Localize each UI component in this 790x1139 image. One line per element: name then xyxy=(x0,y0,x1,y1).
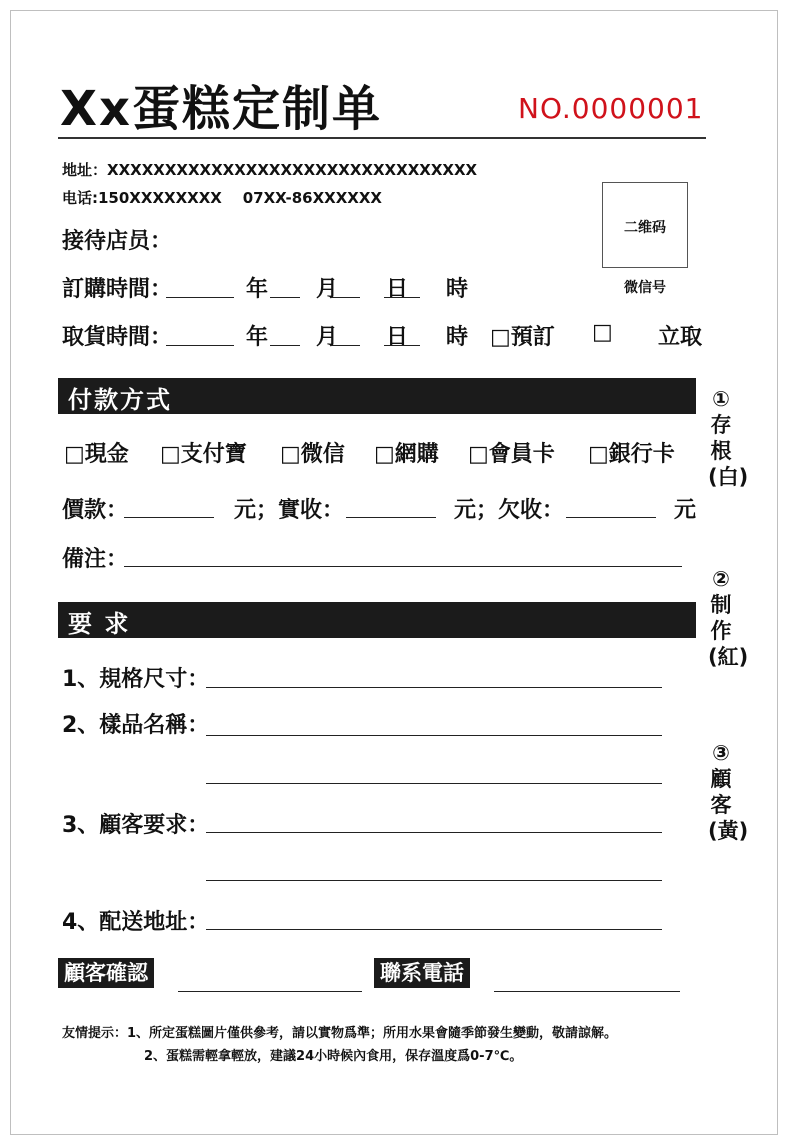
size-label: 1、規格尺寸： xyxy=(62,667,210,692)
order-time-date-blank[interactable] xyxy=(166,297,234,298)
pickup-day-label: 日 xyxy=(386,325,409,350)
remark-blank[interactable] xyxy=(124,566,682,567)
customer-request-blank-2[interactable] xyxy=(206,880,662,881)
pickup-year-label: 年 xyxy=(246,325,269,350)
form-title: Xx蛋糕定制单 xyxy=(60,81,382,137)
payment-member-card-checkbox[interactable]: □會員卡 xyxy=(468,442,555,467)
copy-tag-customer xyxy=(708,740,749,844)
order-year-label: 年 xyxy=(246,277,269,302)
customer-confirm-chip: 顧客確認 xyxy=(58,958,154,988)
reception-staff-label: 接待店员： xyxy=(62,229,173,254)
payment-cash-checkbox[interactable]: □現金 xyxy=(64,442,129,467)
sample-name-label: 2、樣品名稱： xyxy=(62,713,210,738)
pickup-year-blank[interactable] xyxy=(270,345,300,346)
customer-confirm-blank[interactable] xyxy=(178,991,362,992)
serial-number: NO.0000001 xyxy=(518,92,704,125)
owed-yuan-label: 元 xyxy=(674,498,697,523)
shop-address: 地址：XXXXXXXXXXXXXXXXXXXXXXXXXXXXXXXX xyxy=(62,161,478,179)
pickup-time-date-blank[interactable] xyxy=(166,345,234,346)
pickup-hour-label: 時 xyxy=(446,325,469,350)
copy-tag-stub xyxy=(708,386,749,490)
footer-note-1: 友情提示：1、所定蛋糕圖片僅供參考，請以實物爲準；所用水果會隨季節發生變動，敬請諒解。 xyxy=(62,1026,618,1041)
reserve-checkbox[interactable]: □預訂 xyxy=(490,325,555,350)
pickup-day-blank[interactable] xyxy=(384,345,420,346)
copy-label: 存根(白) xyxy=(708,413,749,489)
copy-number: ③ xyxy=(712,741,730,765)
shop-phone: 电话:150XXXXXXXX 07XX-86XXXXXX xyxy=(62,189,382,207)
copy-number: ② xyxy=(712,567,730,591)
remark-label: 備注： xyxy=(62,547,129,572)
size-blank[interactable] xyxy=(206,687,662,688)
payment-online-checkbox[interactable]: □網購 xyxy=(374,442,439,467)
requirements-heading: 要 求 xyxy=(68,610,131,638)
title-underline xyxy=(58,137,706,139)
owed-label: 元；欠收： xyxy=(454,498,565,523)
payment-bank-card-checkbox[interactable]: □銀行卡 xyxy=(588,442,675,467)
immediate-pickup-label: 立取 xyxy=(658,325,703,350)
requirements-heading-band xyxy=(58,602,696,638)
pickup-time-label: 取貨時間： xyxy=(62,325,173,350)
copy-tag-production xyxy=(708,566,749,670)
order-time-label: 訂購時間： xyxy=(62,277,173,302)
delivery-address-blank[interactable] xyxy=(206,929,662,930)
contact-phone-chip: 聯系電話 xyxy=(374,958,470,988)
wechat-caption: 微信号 xyxy=(624,280,666,296)
contact-phone-blank[interactable] xyxy=(494,991,680,992)
order-month-blank[interactable] xyxy=(330,297,360,298)
qr-code-placeholder xyxy=(602,182,688,268)
payment-alipay-checkbox[interactable]: □支付寶 xyxy=(160,442,247,467)
footer-note-2: 2、蛋糕需輕拿輕放，建議24小時候內食用，保存溫度爲0-7℃。 xyxy=(144,1049,523,1064)
payment-heading: 付款方式 xyxy=(68,386,172,414)
received-blank[interactable] xyxy=(346,517,436,518)
owed-blank[interactable] xyxy=(566,517,656,518)
price-blank[interactable] xyxy=(124,517,214,518)
sample-name-blank[interactable] xyxy=(206,735,662,736)
order-hour-label: 時 xyxy=(446,277,469,302)
pickup-month-blank[interactable] xyxy=(330,345,360,346)
copy-label: 顧客(黃) xyxy=(708,767,749,843)
copy-label: 制作(紅) xyxy=(708,593,749,669)
copy-number: ① xyxy=(712,387,730,411)
received-label: 元；實收： xyxy=(234,498,345,523)
customer-request-label: 3、顧客要求： xyxy=(62,813,210,838)
payment-heading-band xyxy=(58,378,696,414)
pickup-month-label: 月 xyxy=(316,325,339,350)
order-year-blank[interactable] xyxy=(270,297,300,298)
payment-wechat-checkbox[interactable]: □微信 xyxy=(280,442,345,467)
immediate-checkbox[interactable]: □ xyxy=(592,320,613,345)
order-month-label: 月 xyxy=(316,277,339,302)
price-label: 價款： xyxy=(62,498,129,523)
sample-name-blank-2[interactable] xyxy=(206,783,662,784)
order-day-blank[interactable] xyxy=(384,297,420,298)
delivery-address-label: 4、配送地址： xyxy=(62,910,210,935)
customer-request-blank[interactable] xyxy=(206,832,662,833)
order-day-label: 日 xyxy=(386,277,409,302)
qr-code-label: 二维码 xyxy=(624,220,666,236)
